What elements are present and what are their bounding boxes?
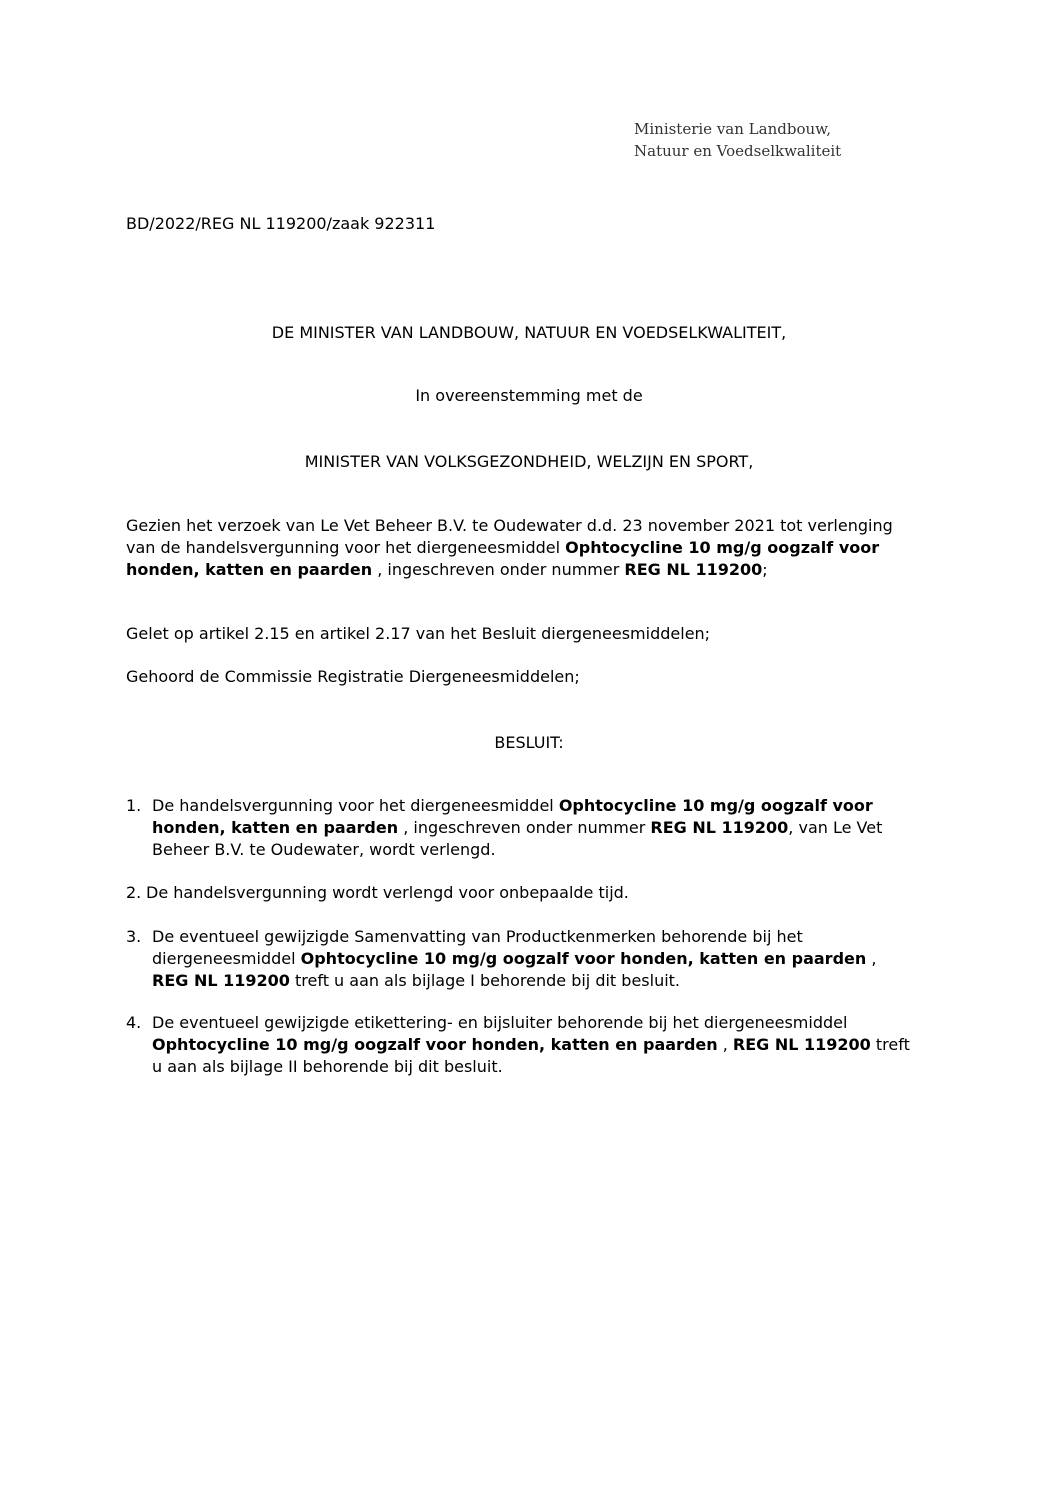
item-text: De handelsvergunning wordt verlengd voor onbepaalde tijd.: [146, 883, 629, 902]
item-reg: REG NL 119200: [650, 818, 789, 837]
item-text-1: De eventueel gewijzigde Samenvatting van Productkenmerken behorende bij het diergeneesmiddel: [152, 927, 803, 968]
heading-overeenstemming: In overeenstemming met de: [415, 386, 643, 405]
besluit-item: [126, 795, 916, 861]
item-text-3: treft u aan als bijlage I behorende bij dit besluit.: [289, 971, 681, 990]
heading-besluit: BESLUIT:: [494, 733, 564, 752]
item-text-3: treft u aan als bijlage II behorende bij dit besluit.: [152, 1035, 910, 1076]
item-text-2: ,: [866, 949, 877, 968]
gezien-text-2: , ingeschreven onder nummer: [372, 560, 625, 579]
item-reg: REG NL 119200: [732, 1035, 871, 1054]
item-text: [152, 795, 916, 861]
paragraph-gezien: [126, 515, 926, 581]
item-product: Ophtocycline 10 mg/g oogzalf voor honden, katten en paarden: [152, 796, 873, 837]
reference-number: BD/2022/REG NL 119200/zaak 922311: [126, 214, 436, 233]
item-text-1: De eventueel gewijzigde etikettering- en bijsluiter behorende bij het diergeneesmiddel: [152, 1013, 848, 1032]
item-text: [152, 926, 916, 992]
item-number: 3.: [126, 927, 142, 946]
item-product: Ophtocycline 10 mg/g oogzalf voor honden, katten en paarden: [152, 1035, 718, 1054]
ministry-header: [634, 118, 841, 162]
item-number: 4.: [126, 1013, 142, 1032]
gezien-product: Ophtocycline 10 mg/g oogzalf voor honden, katten en paarden: [126, 538, 880, 579]
ministry-line-1: Ministerie van Landbouw,: [634, 120, 831, 138]
paragraph-gehoord: Gehoord de Commissie Registratie Diergeneesmiddelen;: [126, 667, 580, 686]
item-text: [152, 1012, 916, 1078]
gezien-reg: REG NL 119200: [624, 560, 763, 579]
paragraph-gelet: Gelet op artikel 2.15 en artikel 2.17 van het Besluit diergeneesmiddelen;: [126, 624, 711, 643]
gezien-text-3: ;: [762, 560, 768, 579]
heading-minister-vws: MINISTER VAN VOLKSGEZONDHEID, WELZIJN EN SPORT,: [304, 452, 754, 471]
item-text-2: ,: [717, 1035, 733, 1054]
item-text-3: , van Le Vet Beheer B.V. te Oudewater, wordt verlengd.: [152, 818, 883, 859]
heading-minister-lnv: DE MINISTER VAN LANDBOUW, NATUUR EN VOEDSELKWALITEIT,: [271, 323, 787, 342]
item-product: Ophtocycline 10 mg/g oogzalf voor honden, katten en paarden: [300, 949, 867, 968]
ministry-line-2: Natuur en Voedselkwaliteit: [634, 142, 842, 160]
besluit-item: [126, 882, 916, 904]
besluit-item: [126, 1012, 916, 1078]
item-number: 1.: [126, 796, 142, 815]
item-text-1: De handelsvergunning voor het diergeneesmiddel: [152, 796, 559, 815]
item-text-2: , ingeschreven onder nummer: [398, 818, 651, 837]
item-number: 2.: [126, 883, 142, 902]
besluit-item: [126, 926, 916, 992]
gezien-text-1: Gezien het verzoek van Le Vet Beheer B.V. te Oudewater d.d. 23 november 2021 tot verlenging van de handelsvergunning voor het diergeneesmiddel: [126, 516, 893, 557]
item-reg: REG NL 119200: [152, 971, 290, 990]
